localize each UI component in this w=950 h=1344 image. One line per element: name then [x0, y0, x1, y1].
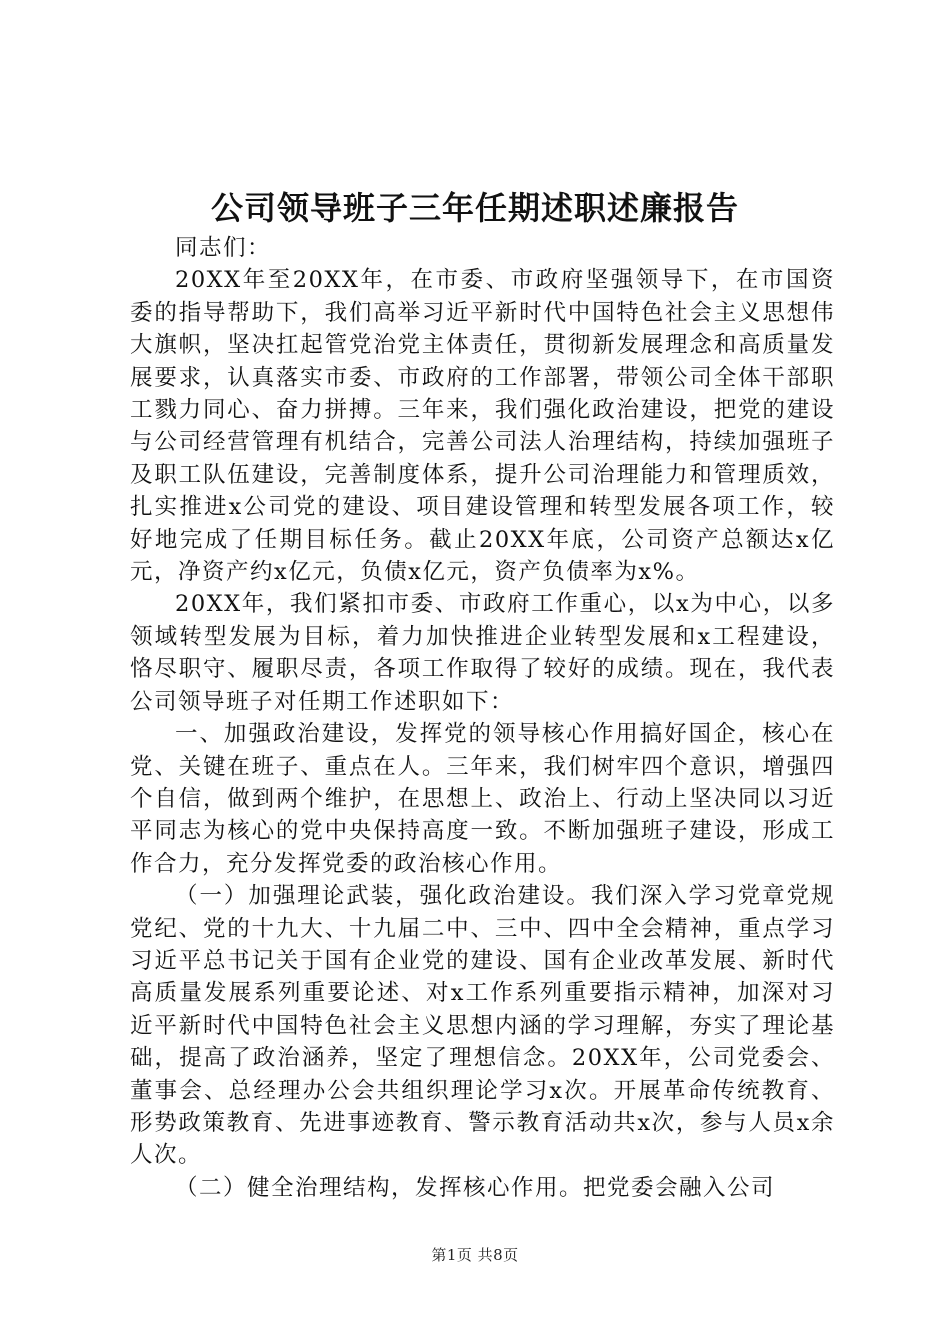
paragraph-intro: 20XX年至20XX年，在市委、市政府坚强领导下，在市国资委的指导帮助下，我们高举习近平新时代中国特色社会主义思想伟大旗帜，坚决扛起管党治党主体责任，贯彻新发展理念和高质量发展要求，认真落实市委、市政府的工作部署，带领公司全体干部职工戮力同心、奋力拼搏。三年来，我们强化政治建设，把党的建设与公司经营管理有机结合，完善公司法人治理结构，持续加强班子及职工队伍建设，完善制度体系，提升公司治理能力和管理质效，扎实推进x公司党的建设、项目建设管理和转型发展各项工作，较好地完成了任期目标任务。截止20XX年底，公司资产总额达x亿元，净资产约x亿元，负债x亿元，资产负债率为x%。: [130, 267, 835, 586]
paragraph-subsection-two: （二）健全治理结构，发挥核心作用。把党委会融入公司: [175, 1174, 776, 1201]
paragraph-summary: 20XX年，我们紧扣市委、市政府工作重心，以x为中心，以多领域转型发展为目标，着力加快推进企业转型发展和x工程建设，恪尽职守、履职尽责，各项工作取得了较好的成绩。现在，我代表公司领导班子对任期工作述职如下：: [130, 591, 835, 715]
salutation: 同志们：: [175, 235, 272, 261]
page-indicator: 第1页 共8页: [431, 1246, 519, 1264]
paragraph-subsection-one: （一）加强理论武装，强化政治建设。我们深入学习党章党规党纪、党的十九大、十九届二中、三中、四中全会精神，重点学习习近平总书记关于国有企业党的建设、国有企业改革发展、新时代高质量发展系列重要论述、对x工作系列重要指示精神，加深对习近平新时代中国特色社会主义思想内涵的学习理解，夯实了理论基础，提高了政治涵养，坚定了理想信念。20XX年，公司党委会、董事会、总经理办公会共组织理论学习x次。开展革命传统教育、形势政策教育、先进事迹教育、警示教育活动共x次，参与人员x余人次。: [130, 883, 835, 1169]
paragraph-section-one: 一、加强政治建设，发挥党的领导核心作用搞好国企，核心在党、关键在班子、重点在人。三年来，我们树牢四个意识，增强四个自信，做到两个维护，在思想上、政治上、行动上坚决同以习近平同志为核心的党中央保持高度一致。不断加强班子建设，形成工作合力，充分发挥党委的政治核心作用。: [130, 721, 835, 877]
document-body: [130, 232, 835, 1204]
document-title: 公司领导班子三年任期述职述廉报告: [210, 189, 739, 227]
